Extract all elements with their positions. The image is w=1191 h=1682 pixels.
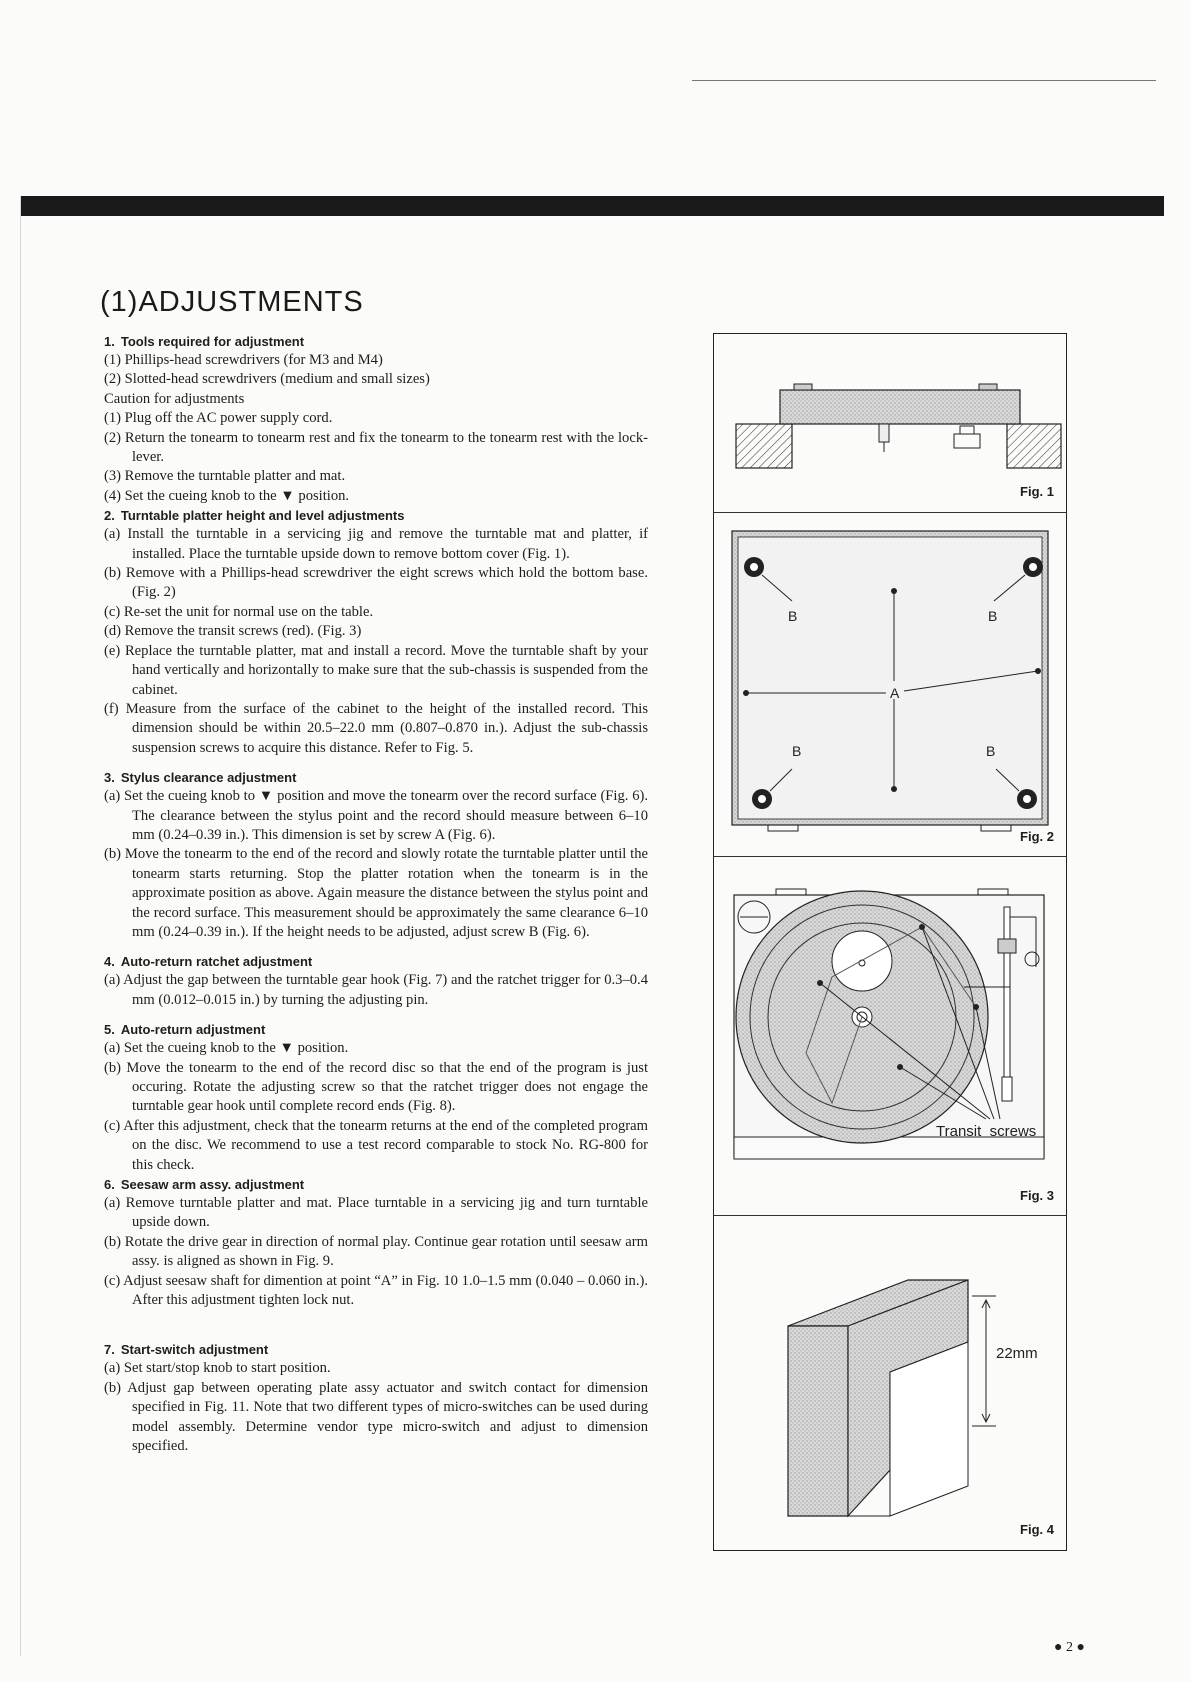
turntable-bottom-diagram xyxy=(714,513,1065,857)
text-line: (a) Remove turntable platter and mat. Place turntable in a servicing jig and turn turntable upside down. xyxy=(104,1195,648,1231)
section-heading: 5. Auto-return adjustment xyxy=(104,1022,266,1038)
section-heading: 3. Stylus clearance adjustment xyxy=(104,770,297,786)
text-line: (c) Adjust seesaw shaft for dimention at point “A” in Fig. 10 1.0–1.5 mm (0.040 – 0.060 in.). After this adjustment tighten lock nut. xyxy=(104,1272,648,1309)
figure-label: Fig. 3 xyxy=(1020,1188,1054,1203)
turntable-side-diagram xyxy=(714,334,1065,512)
header-band xyxy=(20,196,1164,216)
marker-b: B xyxy=(988,608,998,624)
marker-b: B xyxy=(986,743,996,759)
section-2 xyxy=(104,506,648,758)
section-heading: 2. Turntable platter height and level adjustments xyxy=(104,508,405,524)
text-line: (b) Remove with a Phillips-head screwdriver the eight screws which hold the bottom base. (Fig. 2) xyxy=(104,565,648,601)
text-line: (3) Remove the turntable platter and mat. xyxy=(104,468,346,485)
text-line: (b) Rotate the drive gear in direction of normal play. Continue gear rotation until seesaw arm assy. is aligned as shown in Fig. 9. xyxy=(104,1233,648,1270)
text-line: Caution for adjustments xyxy=(104,390,245,407)
turntable-top-diagram xyxy=(714,857,1065,1216)
figure-2 xyxy=(714,512,1066,857)
text-line: (e) Replace the turntable platter, mat and install a record. Move the turntable shaft by your hand vertically and horizontally to make sure that the sub-chassis is suspended from the cabinet. xyxy=(104,642,648,698)
figure-panel xyxy=(713,333,1067,1551)
text-line: (a) Adjust the gap between the turntable gear hook (Fig. 7) and the ratchet trigger for 0.3–0.4 mm (0.012–0.015 in.) by turning the adjusting pin. xyxy=(104,972,648,1008)
figure-label: Fig. 4 xyxy=(1020,1522,1054,1537)
page-title: (1)ADJUSTMENTS xyxy=(100,286,364,318)
figure-1 xyxy=(714,334,1066,512)
figure-3 xyxy=(714,856,1066,1216)
figure-label: Fig. 1 xyxy=(1020,484,1054,499)
section-1 xyxy=(104,332,648,506)
section-heading: 4. Auto-return ratchet adjustment xyxy=(104,954,313,970)
transit-screws-callout: Transit screws xyxy=(936,1123,1037,1140)
jig-block-diagram xyxy=(714,1216,1065,1550)
top-rule xyxy=(692,80,1156,81)
marker-b: B xyxy=(792,743,802,759)
text-line: (1) Plug off the AC power supply cord. xyxy=(104,410,333,427)
text-line: (c) After this adjustment, check that the tonearm returns at the end of the completed program on the disc. We recommend to use a test record comparable to stock No. RG-800 for this check. xyxy=(104,1117,648,1173)
section-6 xyxy=(104,1175,648,1310)
text-line: (f) Measure from the surface of the cabinet to the height of the installed record. This dimension should be within 20.5–22.0 mm (0.807–0.870 in.). Adjust the sub-chassis suspension screws to acquire this distance. Refer to Fig. 5. xyxy=(104,700,648,756)
text-line: (a) Set the cueing knob to ▼ position and move the tonearm over the record surface (Fig. 6). The clearance between the stylus point and the record should measure between 6–10 mm (0.24–0.39 in.). This dimension is set by screw A (Fig. 6). xyxy=(104,788,648,843)
section-3 xyxy=(104,768,648,942)
section-heading: 7. Start-switch adjustment xyxy=(104,1342,269,1358)
dimension-label: 22mm xyxy=(996,1345,1038,1362)
figure-4 xyxy=(714,1215,1066,1550)
section-4 xyxy=(104,952,648,1010)
section-7 xyxy=(104,1340,648,1456)
text-line: (d) Remove the transit screws (red). (Fig. 3) xyxy=(104,623,362,640)
section-heading: 1. Tools required for adjustment xyxy=(104,334,305,349)
text-line: (c) Re-set the unit for normal use on the table. xyxy=(104,603,374,620)
page-number: ● 2 ● xyxy=(1054,1640,1085,1655)
section-heading: 6. Seesaw arm assy. adjustment xyxy=(104,1177,305,1193)
binding-margin xyxy=(20,196,21,1656)
text-line: (a) Set start/stop knob to start position. xyxy=(104,1360,331,1377)
figure-label: Fig. 2 xyxy=(1020,829,1054,844)
text-line: (1) Phillips-head screwdrivers (for M3 and M4) xyxy=(104,352,383,368)
text-line: (a) Set the cueing knob to the ▼ position. xyxy=(104,1040,349,1057)
text-line: (2) Return the tonearm to tonearm rest and fix the tonearm to the tonearm rest with the lock-lever. xyxy=(104,429,648,466)
text-line: (a) Install the turntable in a servicing jig and remove the turntable mat and platter, if installed. Place the turntable upside down to remove bottom cover (Fig. 1). xyxy=(104,526,648,562)
marker-b: B xyxy=(788,608,798,624)
section-5 xyxy=(104,1020,648,1175)
text-line: (2) Slotted-head screwdrivers (medium and small sizes) xyxy=(104,371,430,388)
text-line: (b) Adjust gap between operating plate assy actuator and switch contact for dimension specified in Fig. 11. Note that two different types of micro-switches can be used during model assembly. Determine vendor type micro-switch and adjust to dimension specified. xyxy=(104,1379,648,1455)
marker-a: A xyxy=(890,685,900,701)
text-line: (b) Move the tonearm to the end of the record disc so that the end of the program is just occuring. Rotate the adjusting screw so that the ratchet trigger does not engage the turntable gear hook until complete record ends (Fig. 8). xyxy=(104,1059,648,1115)
adjustments-text xyxy=(104,332,648,1457)
text-line: (b) Move the tonearm to the end of the record and slowly rotate the turntable platter until the tonearm starts returning. Stop the platter rotation when the tonearm is in the approximate position as above. Again measure the distance between the stylus point and the record surface. This measurement should be approximately the same clearance 6–10 mm (0.24–0.39 in.). If the height needs to be adjusted, adjust screw B (Fig. 6). xyxy=(104,846,648,940)
text-line: (4) Set the cueing knob to the ▼ position. xyxy=(104,487,350,504)
